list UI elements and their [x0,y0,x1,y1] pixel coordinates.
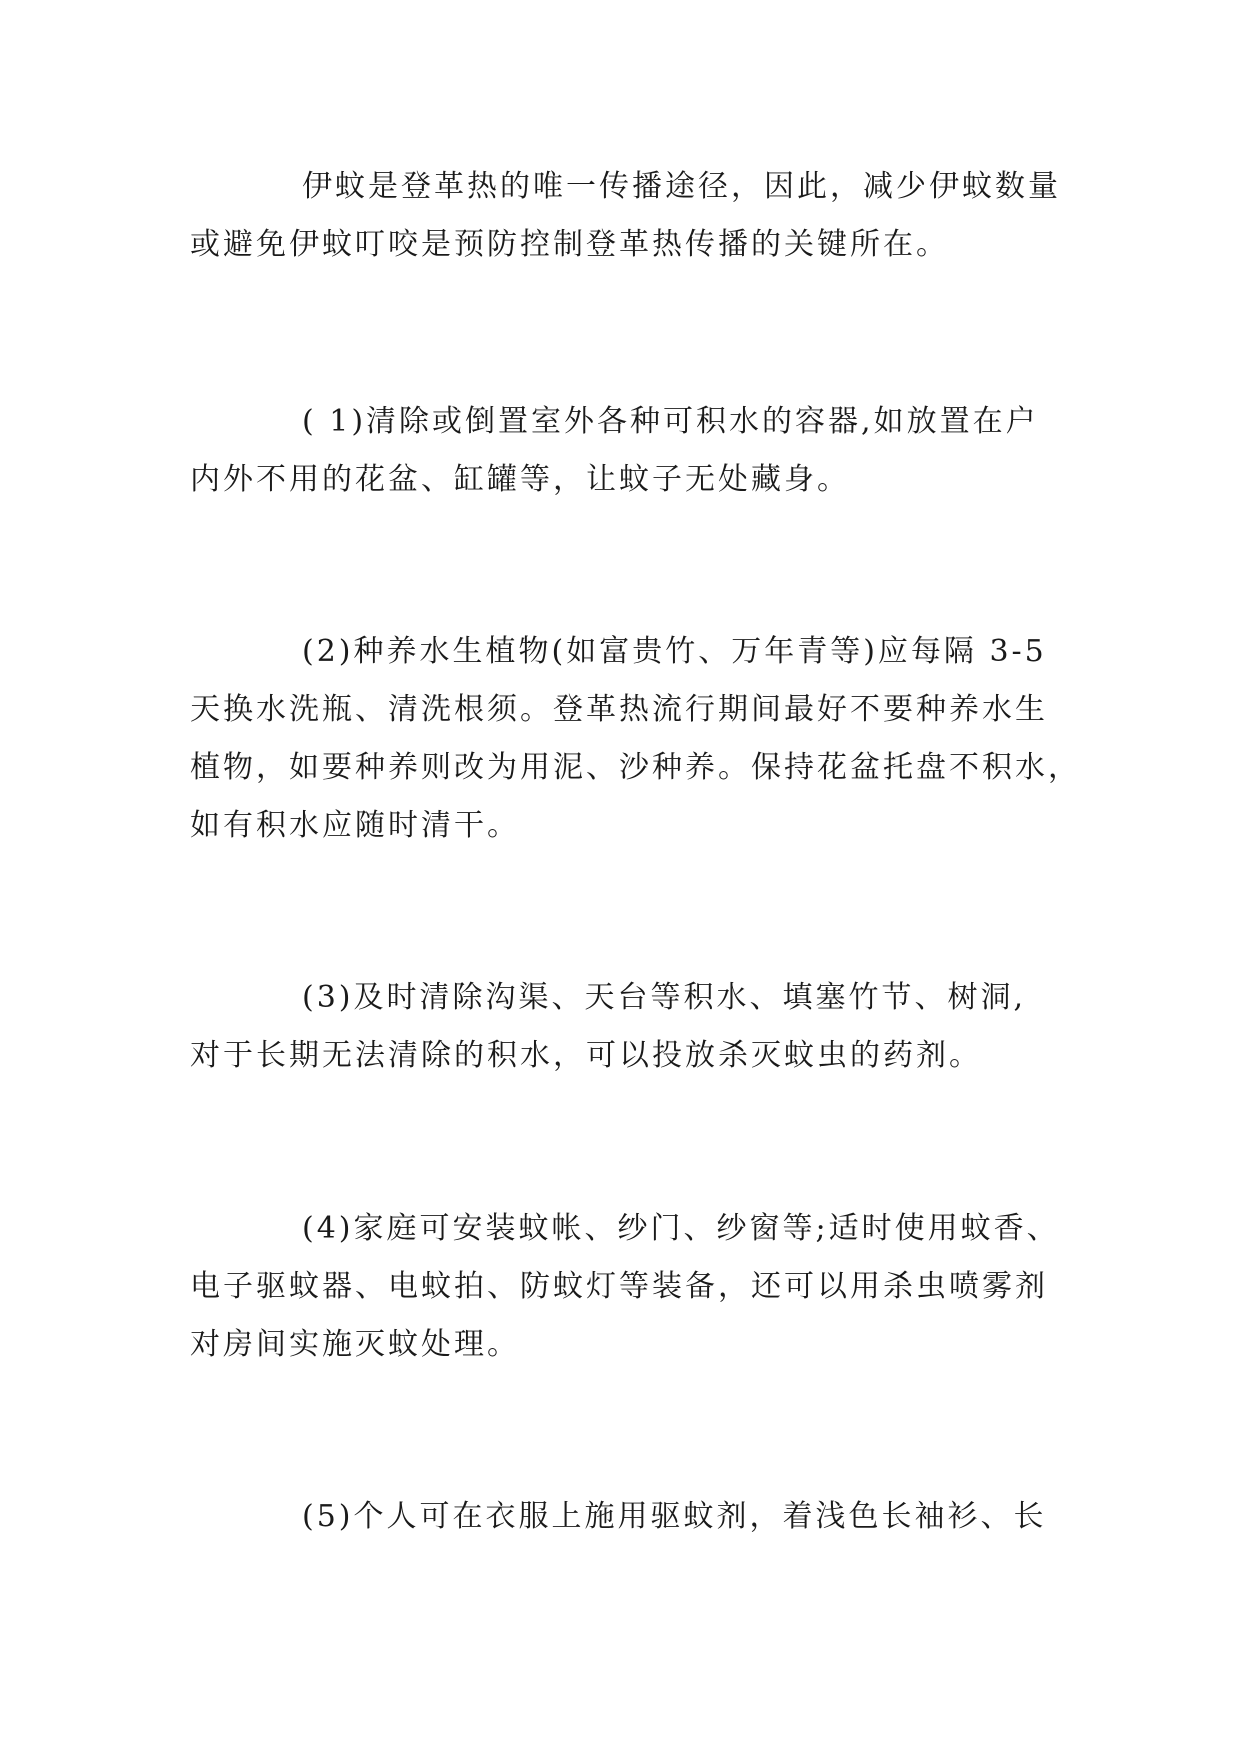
paragraph-item-5 [190,1488,1070,1546]
paragraph-line: 如有积水应随时清干。 [190,808,520,843]
paragraph-item-4 [190,1200,1070,1374]
paragraph-line: (4)家庭可安装蚊帐、纱门、纱窗等;适时使用蚊香、 [302,1211,1060,1246]
paragraph-line: 对于长期无法清除的积水，可以投放杀灭蚊虫的药剂。 [190,1038,982,1073]
paragraph-line: 内外不用的花盆、缸罐等，让蚊子无处藏身。 [190,462,850,497]
paragraph-item-3 [190,969,1070,1085]
paragraph-item-2 [190,623,1081,855]
paragraph-line: 或避免伊蚊叮咬是预防控制登革热传播的关键所在。 [190,227,949,262]
paragraph-line: (3)及时清除沟渠、天台等积水、填塞竹节、树洞, [302,980,1027,1015]
paragraph-line: 伊蚊是登革热的唯一传播途径，因此，减少伊蚊数量 [302,169,1061,204]
paragraph-line: (5)个人可在衣服上施用驱蚊剂，着浅色长袖衫、长 [302,1499,1047,1534]
paragraph-line: 天换水洗瓶、清洗根须。登革热流行期间最好不要种养水生 [190,692,1048,727]
paragraph-line: ( 1)清除或倒置室外各种可积水的容器,如放置在户 [302,404,1039,439]
paragraph-line: (2)种养水生植物(如富贵竹、万年青等)应每隔 3-5 [302,634,1047,669]
paragraph-item-1 [190,393,1070,509]
paragraph-line: 电子驱蚊器、电蚊拍、防蚊灯等装备，还可以用杀虫喷雾剂 [190,1269,1048,1304]
paragraph-line: 对房间实施灭蚊处理。 [190,1327,520,1362]
paragraph-line: 植物，如要种养则改为用泥、沙种养。保持花盆托盘不积水， [190,750,1081,785]
paragraph-intro [190,158,1070,274]
